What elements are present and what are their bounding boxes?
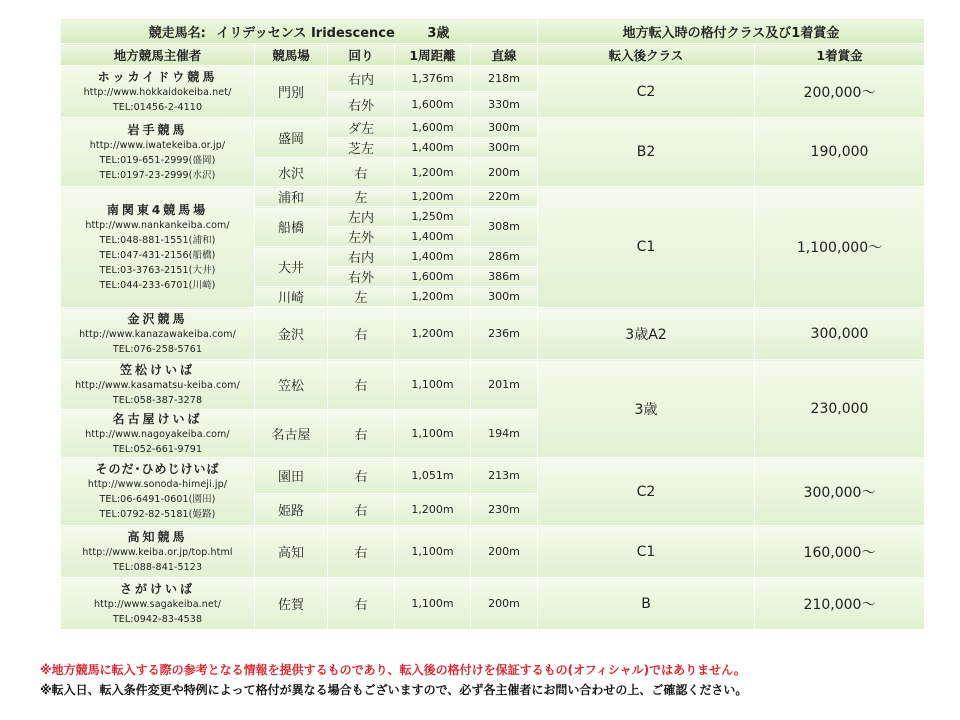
transfer-table [60, 18, 925, 630]
turn-cell: 左 [328, 187, 395, 207]
organizer-name: 南関東4競馬場 [106, 202, 209, 217]
straight-cell: 200m [471, 578, 538, 630]
distance-cell: 1,400m [395, 138, 471, 158]
straight-cell: 236m [471, 308, 538, 360]
straight-cell: 213m [471, 458, 538, 494]
organizer-kasamatsu [61, 360, 255, 410]
organizer-kanazawa [61, 308, 255, 360]
distance-cell: 1,400m [395, 227, 471, 247]
col-class: 転入後クラス [538, 44, 755, 66]
col-prize: 1着賞金 [755, 44, 925, 66]
track-urawa: 浦和 [255, 187, 328, 207]
organizer-name: 名古屋けいば [112, 411, 203, 426]
distance-cell: 1,376m [395, 66, 471, 92]
organizer-url[interactable]: http://www.hokkaidokeiba.net/ [83, 86, 232, 98]
prize-sonoda: 300,000～ [755, 458, 925, 526]
inquiry-note: ※転入日、転入条件変更や特例によって格付が異なる場合もございますので、必ず各主催者にお問い合わせの上、ご確認ください。 [40, 683, 748, 697]
prize-minami-kanto: 1,100,000～ [755, 187, 925, 308]
notes [40, 660, 940, 700]
organizer-url[interactable]: http://www.kasamatsu-keiba.com/ [75, 379, 240, 391]
organizer-name: 金沢競馬 [127, 311, 188, 326]
col-track: 競馬場 [255, 44, 328, 66]
distance-cell: 1,600m [395, 118, 471, 138]
turn-cell: 右 [328, 458, 395, 494]
track-kanazawa: 金沢 [255, 308, 328, 360]
class-kochi: C1 [538, 526, 755, 578]
organizer-sonoda-himeji [61, 458, 255, 526]
distance-cell: 1,200m [395, 287, 471, 307]
col-organizer: 地方競馬主催者 [61, 44, 255, 66]
straight-cell: 300m [471, 118, 538, 138]
distance-cell: 1,100m [395, 360, 471, 410]
organizer-minami-kanto [61, 187, 255, 308]
turn-cell: 右 [328, 494, 395, 526]
prize-kochi: 160,000～ [755, 526, 925, 578]
distance-cell: 1,100m [395, 410, 471, 458]
organizer-tel: TEL:044-233-6701(川崎) [99, 279, 216, 291]
horse-age: 3歳 [427, 25, 450, 41]
organizer-url[interactable]: http://www.nagoyakeiba.com/ [85, 428, 230, 440]
distance-cell: 1,600m [395, 267, 471, 287]
distance-cell: 1,600m [395, 92, 471, 118]
organizer-tel: TEL:06-6491-0601(園田) [99, 494, 216, 505]
straight-cell: 200m [471, 526, 538, 578]
organizer-url[interactable]: http://www.sagakeiba.net/ [94, 598, 221, 610]
class-kanazawa: 3歳A2 [538, 308, 755, 360]
organizer-tel: TEL:058-387-3278 [112, 394, 203, 406]
straight-cell: 330m [471, 92, 538, 118]
track-saga: 佐賀 [255, 578, 328, 630]
col-turn: 回り [328, 44, 395, 66]
organizer-tel: TEL:048-881-1551(浦和) [99, 234, 216, 246]
distance-cell: 1,250m [395, 207, 471, 227]
distance-cell: 1,200m [395, 158, 471, 187]
organizer-tel: TEL:0942-83-4538 [112, 613, 203, 625]
track-sonoda: 園田 [255, 458, 328, 494]
organizer-tel: TEL:047-431-2156(船橋) [99, 249, 216, 261]
organizer-hokkaido [61, 66, 255, 118]
organizer-url[interactable]: http://www.keiba.or.jp/top.html [82, 546, 233, 558]
distance-cell: 1,400m [395, 247, 471, 267]
track-funabashi: 船橋 [255, 207, 328, 247]
distance-cell: 1,200m [395, 308, 471, 360]
track-himeji: 姫路 [255, 494, 328, 526]
distance-cell: 1,100m [395, 526, 471, 578]
organizer-url[interactable]: http://www.iwatekeiba.or.jp/ [89, 139, 226, 151]
turn-cell: 右 [328, 360, 395, 410]
organizer-tel: TEL:0197-23-2999(水沢) [99, 169, 216, 181]
class-saga: B [538, 578, 755, 630]
organizer-tel: TEL:019-651-2999(盛岡) [99, 154, 216, 166]
turn-cell: 左 [328, 287, 395, 307]
organizer-url[interactable]: http://www.nankankeiba.com/ [85, 219, 230, 231]
distance-cell: 1,200m [395, 494, 471, 526]
organizer-name: ホッカイドウ競馬 [97, 69, 218, 84]
track-kochi: 高知 [255, 526, 328, 578]
track-mizusawa: 水沢 [255, 158, 328, 187]
organizer-name: 笠松けいば [119, 362, 195, 377]
prize-saga: 210,000～ [755, 578, 925, 630]
turn-cell: 右 [328, 308, 395, 360]
turn-cell: 右 [328, 410, 395, 458]
organizer-tel: TEL:076-258-5761 [112, 343, 203, 355]
straight-cell: 200m [471, 158, 538, 187]
organizer-url[interactable]: http://www.kanazawakeiba.com/ [79, 328, 236, 340]
turn-cell: 右内 [328, 247, 395, 267]
turn-cell: 芝左 [328, 138, 395, 158]
straight-cell: 230m [471, 494, 538, 526]
transfer-title: 地方転入時の格付クラス及び1着賞金 [538, 19, 925, 44]
straight-cell: 286m [471, 247, 538, 267]
class-chukyo: 3歳 [538, 360, 755, 458]
organizer-tel: TEL:0792-82-5181(姫路) [99, 509, 216, 520]
organizer-saga [61, 578, 255, 630]
col-distance: 1周距離 [395, 44, 471, 66]
track-kasamatsu: 笠松 [255, 360, 328, 410]
track-kawasaki: 川崎 [255, 287, 328, 307]
straight-cell: 308m [471, 207, 538, 247]
track-morioka: 盛岡 [255, 118, 328, 158]
turn-cell: 右 [328, 526, 395, 578]
turn-cell: 左外 [328, 227, 395, 247]
class-hokkaido: C2 [538, 66, 755, 118]
organizer-tel: TEL:03-3763-2151(大井) [99, 264, 216, 276]
class-sonoda: C2 [538, 458, 755, 526]
class-iwate: B2 [538, 118, 755, 187]
turn-cell: 右内 [328, 66, 395, 92]
prize-kanazawa: 300,000 [755, 308, 925, 360]
organizer-nagoya [61, 410, 255, 458]
distance-cell: 1,051m [395, 458, 471, 494]
track-monbetsu: 門別 [255, 66, 328, 118]
prize-chukyo: 230,000 [755, 360, 925, 458]
organizer-tel: TEL:01456-2-4110 [112, 101, 203, 113]
straight-cell: 194m [471, 410, 538, 458]
track-nagoya: 名古屋 [255, 410, 328, 458]
straight-cell: 218m [471, 66, 538, 92]
turn-cell: 右 [328, 578, 395, 630]
turn-cell: 左内 [328, 207, 395, 227]
organizer-kochi [61, 526, 255, 578]
horse-name-header [61, 19, 538, 44]
organizer-name: 高知競馬 [127, 529, 188, 544]
turn-cell: 右 [328, 158, 395, 187]
distance-cell: 1,100m [395, 578, 471, 630]
col-straight: 直線 [471, 44, 538, 66]
organizer-tel: TEL:088-841-5123 [112, 561, 203, 573]
straight-cell: 386m [471, 267, 538, 287]
straight-cell: 220m [471, 187, 538, 207]
disclaimer-note: ※地方競馬に転入する際の参考となる情報を提供するものであり、転入後の格付けを保証するもの(オフィシャル)ではありません。 [40, 663, 746, 677]
turn-cell: 右外 [328, 92, 395, 118]
organizer-url[interactable]: http://www.sonoda-himeji.jp/ [87, 479, 228, 490]
horse-name: イリデッセンス Iridescence [216, 25, 395, 41]
organizer-name: そのだ･ひめじけいば [95, 462, 220, 476]
straight-cell: 300m [471, 138, 538, 158]
track-ooi: 大井 [255, 247, 328, 287]
organizer-iwate [61, 118, 255, 187]
straight-cell: 300m [471, 287, 538, 307]
prize-hokkaido: 200,000～ [755, 66, 925, 118]
horse-label: 競走馬名: [148, 25, 206, 41]
organizer-name: 岩手競馬 [127, 122, 188, 137]
class-minami-kanto: C1 [538, 187, 755, 308]
prize-iwate: 190,000 [755, 118, 925, 187]
organizer-tel: TEL:052-661-9791 [112, 443, 203, 455]
straight-cell: 201m [471, 360, 538, 410]
turn-cell: ダ左 [328, 118, 395, 138]
distance-cell: 1,200m [395, 187, 471, 207]
turn-cell: 右外 [328, 267, 395, 287]
organizer-name: さがけいば [119, 581, 195, 596]
